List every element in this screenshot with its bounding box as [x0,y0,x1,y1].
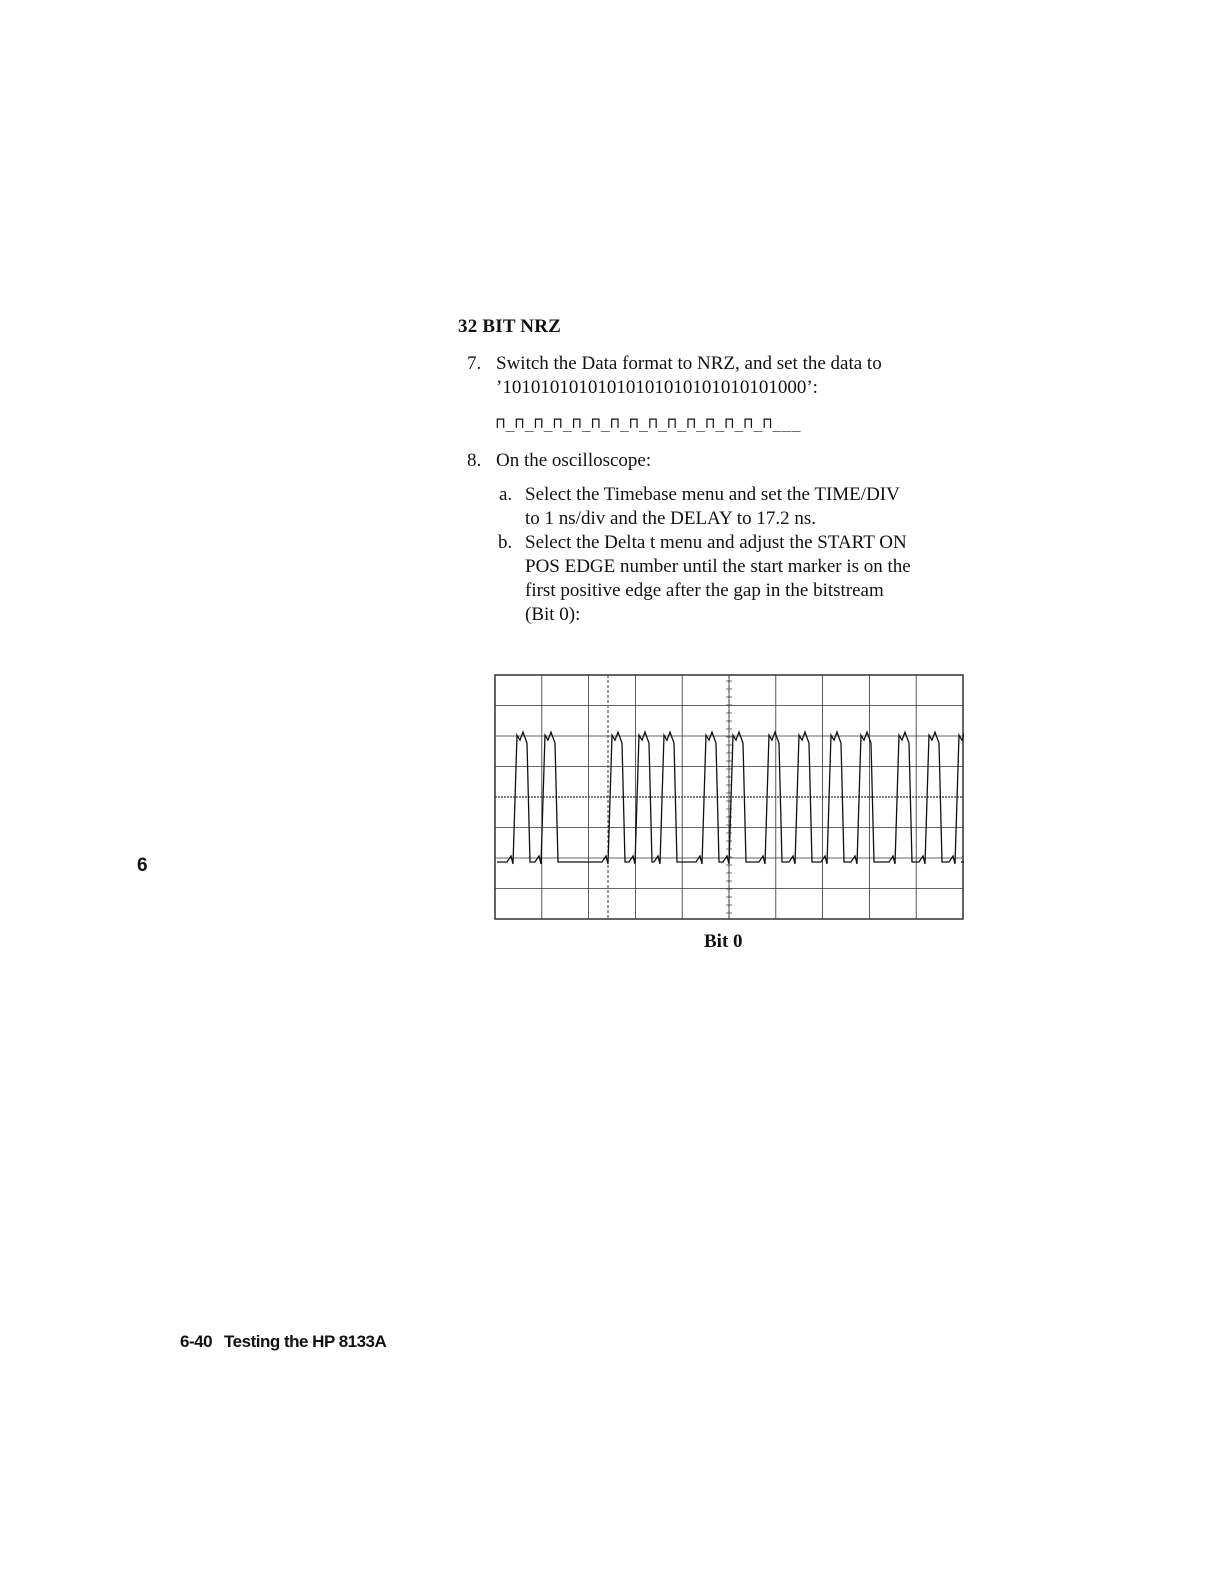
step-7-line-1: Switch the Data format to NRZ, and set the data to [496,353,882,374]
substep-b-line-4: (Bit 0): [525,604,581,625]
bitstream-waveform-trace [497,732,964,864]
oscilloscope-display-figure [494,674,964,920]
substep-b-line-2: POS EDGE number until the start marker is on the [525,556,911,577]
step-8-line-1: On the oscilloscope: [496,450,652,471]
substep-b-label: b. [498,532,513,553]
step-7-line-2: ’10101010101010101010101010101000’: [496,377,818,398]
substep-a-line-1: Select the Timebase menu and set the TIME/DIV [525,484,900,505]
step-8-number: 8. [467,450,482,471]
chapter-tab: 6 [137,855,148,876]
bit-pattern-glyph: ⊓_⊓_⊓_⊓_⊓_⊓_⊓_⊓_⊓_⊓_⊓_⊓_⊓_⊓_⊓___ [496,414,801,432]
substep-b-line-1: Select the Delta t menu and adjust the START ON [525,532,907,553]
page-number: 6-40 [180,1332,213,1351]
page-footer [180,1332,398,1352]
section-title: 32 BIT NRZ [458,316,562,337]
substep-b-line-3: first positive edge after the gap in the bitstream [525,580,884,601]
substep-a-label: a. [499,484,513,505]
footer-title: Testing the HP 8133A [224,1332,387,1351]
substep-a-line-2: to 1 ns/div and the DELAY to 17.2 ns. [525,508,816,529]
step-7-number: 7. [467,353,482,374]
figure-caption: Bit 0 [704,931,743,952]
